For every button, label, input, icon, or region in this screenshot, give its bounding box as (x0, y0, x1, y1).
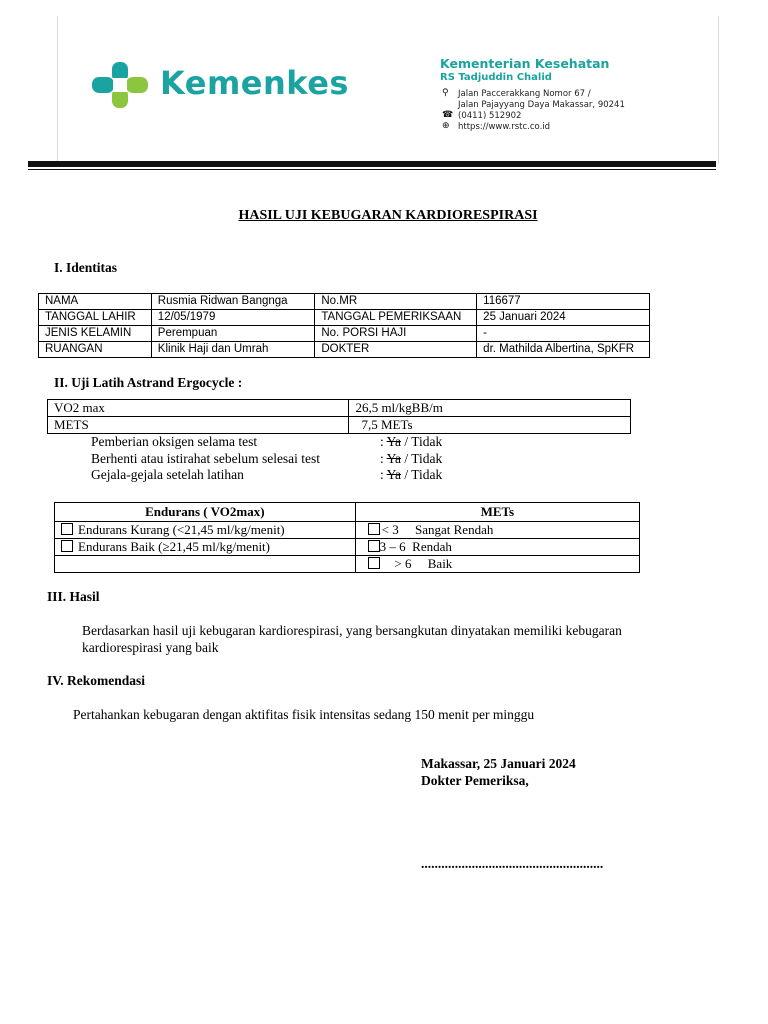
globe-icon: ⊕ (442, 121, 450, 131)
website-link[interactable]: https://www.rstc.co.id (458, 122, 551, 132)
answer-no: / Tidak (401, 434, 443, 449)
answer-stop (380, 451, 442, 467)
mets-option (355, 556, 639, 573)
table-row (55, 522, 640, 539)
header-divider-thin (28, 169, 716, 170)
identity-label: TANGGAL LAHIR (39, 310, 152, 326)
identity-label: No. PORSI HAJI (315, 326, 477, 342)
identity-label: NAMA (39, 294, 152, 310)
table-row (39, 310, 650, 326)
identity-value: 116677 (477, 294, 650, 310)
endurance-header: Endurans ( VO2max) (55, 503, 356, 522)
answer-oxygen (380, 434, 442, 450)
answer-no: / Tidak (401, 467, 443, 482)
identity-value: 25 Januari 2024 (477, 310, 650, 326)
address-line-2: Jalan Pajayyang Daya Makassar, 90241 (458, 100, 625, 110)
identity-value: Perempuan (151, 326, 315, 342)
signature-place-date: Makassar, 25 Januari 2024 (421, 756, 576, 771)
identity-table (38, 293, 650, 358)
identity-value: - (477, 326, 650, 342)
phone-icon: ☎ (442, 110, 454, 120)
rekomendasi-text: Pertahankan kebugaran dengan aktifitas fisik intensitas sedang 150 menit per minggu (73, 707, 535, 722)
option-label: > 6 Baik (384, 556, 453, 571)
signature-role: Dokter Pemeriksa, (421, 773, 529, 788)
identity-value: Klinik Haji dan Umrah (151, 342, 315, 358)
option-label: < 3 Sangat Rendah (381, 522, 494, 537)
identity-value: 12/05/1979 (151, 310, 315, 326)
table-row (39, 342, 650, 358)
checkbox[interactable] (368, 523, 380, 535)
hasil-text-line-2: kardiorespirasi yang baik (82, 640, 219, 655)
phone-number: (0411) 512902 (458, 111, 522, 121)
mets-header: METs (355, 503, 639, 522)
signature-line: ...................................................... (421, 856, 604, 871)
question-symptoms: Gejala-gejala setelah latihan (91, 467, 244, 482)
location-icon: ⚲ (442, 88, 449, 98)
answer-sep: : (380, 467, 387, 482)
hospital-name: RS Tadjuddin Chalid (440, 72, 552, 83)
checkbox[interactable] (368, 540, 380, 552)
table-row (55, 556, 640, 573)
answer-sep: : (380, 434, 387, 449)
table-row (39, 294, 650, 310)
answer-yes: Ya (386, 467, 402, 482)
address-line-1: Jalan Paccerakkang Nomor 67 / (458, 89, 591, 99)
answer-no: / Tidak (401, 451, 443, 466)
mets-label: METS (48, 417, 349, 434)
table-row (39, 326, 650, 342)
identity-label: DOKTER (315, 342, 477, 358)
question-stop: Berhenti atau istirahat sebelum selesai test (91, 451, 321, 466)
section-identitas-heading: I. Identitas (54, 260, 118, 275)
identity-label: RUANGAN (39, 342, 152, 358)
checkbox[interactable] (61, 523, 73, 535)
question-oxygen: Pemberian oksigen selama test (91, 434, 258, 449)
section-hasil-heading: III. Hasil (47, 589, 100, 604)
logo-wordmark: Kemenkes (160, 64, 349, 102)
identity-label: TANGGAL PEMERIKSAAN (315, 310, 477, 326)
mets-value: 7,5 METs (349, 417, 631, 434)
table-row (48, 400, 631, 417)
mets-option (355, 539, 639, 556)
option-label: 3 – 6 Rendah (379, 539, 452, 554)
option-label: Endurans Baik (≥21,45 ml/kg/menit) (78, 539, 270, 554)
section-rekomendasi-heading: IV. Rekomendasi (47, 673, 146, 688)
kemenkes-logo-icon (92, 62, 150, 108)
table-row (55, 503, 640, 522)
hasil-text-line-1: Berdasarkan hasil uji kebugaran kardiorespirasi, yang bersangkutan dinyatakan memiliki kebugaran (82, 623, 622, 638)
endurance-option (55, 522, 356, 539)
mets-option (355, 522, 639, 539)
vo2-value: 26,5 ml/kgBB/m (349, 400, 631, 417)
section-uji-heading: II. Uji Latih Astrand Ergocycle : (54, 375, 243, 390)
answer-symptoms (380, 467, 442, 483)
table-row (55, 539, 640, 556)
identity-value: dr. Mathilda Albertina, SpKFR (477, 342, 650, 358)
identity-label: JENIS KELAMIN (39, 326, 152, 342)
endurance-table (54, 502, 640, 573)
ministry-name: Kementerian Kesehatan (440, 56, 610, 71)
identity-label: No.MR (315, 294, 477, 310)
checkbox[interactable] (368, 557, 380, 569)
vo2-label: VO2 max (48, 400, 349, 417)
header-divider (28, 161, 716, 167)
fitness-result-table (47, 399, 631, 434)
empty-cell (55, 556, 356, 573)
document-title: HASIL UJI KEBUGARAN KARDIORESPIRASI (238, 208, 538, 223)
answer-sep: : (380, 451, 387, 466)
letterhead (57, 16, 719, 164)
answer-yes: Ya (386, 451, 402, 466)
table-row (48, 417, 631, 434)
identity-value: Rusmia Ridwan Bangnga (151, 294, 315, 310)
answer-yes: Ya (386, 434, 402, 449)
checkbox[interactable] (61, 540, 73, 552)
option-label: Endurans Kurang (<21,45 ml/kg/menit) (78, 522, 285, 537)
endurance-option (55, 539, 356, 556)
